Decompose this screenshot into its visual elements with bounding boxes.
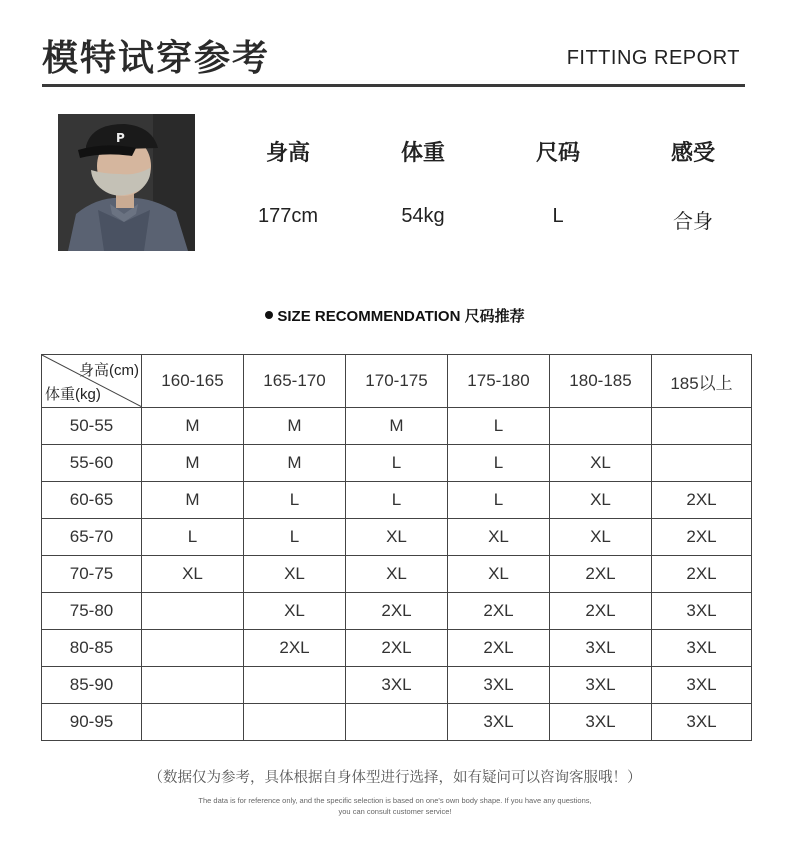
- size-cell: XL: [244, 556, 346, 593]
- table-row: [42, 408, 752, 445]
- weight-range-cell: 70-75: [42, 556, 142, 593]
- model-size-value: L: [552, 205, 564, 227]
- height-range-header: 180-185: [550, 355, 652, 408]
- table-row: [42, 482, 752, 519]
- model-weight-label: 体重: [400, 141, 445, 166]
- size-cell: 2XL: [448, 630, 550, 667]
- size-cell: XL: [550, 482, 652, 519]
- weight-range-cell: 75-80: [42, 593, 142, 630]
- size-cell: [244, 704, 346, 741]
- model-size-label: 尺码: [535, 141, 580, 166]
- size-cell: [142, 630, 244, 667]
- size-cell: M: [346, 408, 448, 445]
- svg-text:P: P: [116, 131, 125, 145]
- size-cell: 2XL: [244, 630, 346, 667]
- weight-range-cell: 85-90: [42, 667, 142, 704]
- size-cell: 3XL: [448, 667, 550, 704]
- corner-weight-label: 体重(kg): [45, 386, 101, 403]
- weight-range-cell: 65-70: [42, 519, 142, 556]
- size-cell: 2XL: [652, 556, 752, 593]
- disclaimer-en-line2: you can consult customer service!: [338, 807, 452, 816]
- table-row: [42, 667, 752, 704]
- height-range-header: 160-165: [142, 355, 244, 408]
- size-cell: L: [142, 519, 244, 556]
- size-cell: XL: [448, 556, 550, 593]
- weight-range-cell: 60-65: [42, 482, 142, 519]
- size-cell: 3XL: [550, 630, 652, 667]
- table-row: [42, 519, 752, 556]
- size-cell: 2XL: [652, 482, 752, 519]
- size-cell: 3XL: [448, 704, 550, 741]
- corner-height-label: 身高(cm): [79, 362, 139, 379]
- size-cell: 3XL: [346, 667, 448, 704]
- title-divider: [42, 84, 745, 87]
- size-cell: [652, 408, 752, 445]
- size-cell: XL: [550, 445, 652, 482]
- height-range-header: 175-180: [448, 355, 550, 408]
- model-fit-label: 感受: [670, 141, 715, 166]
- model-weight-value: 54kg: [401, 205, 445, 227]
- size-cell: M: [142, 482, 244, 519]
- bullet-icon: [265, 311, 273, 319]
- size-recommendation-title: SIZE RECOMMENDATION 尺码推荐: [277, 308, 525, 325]
- size-cell: 3XL: [652, 630, 752, 667]
- weight-range-cell: 50-55: [42, 408, 142, 445]
- size-cell: [550, 408, 652, 445]
- size-cell: XL: [142, 556, 244, 593]
- size-cell: [142, 704, 244, 741]
- weight-range-cell: 55-60: [42, 445, 142, 482]
- size-cell: XL: [244, 593, 346, 630]
- size-cell: M: [244, 408, 346, 445]
- page-title: 模特试穿参考: [42, 38, 271, 79]
- size-cell: 3XL: [550, 704, 652, 741]
- size-cell: M: [244, 445, 346, 482]
- disclaimer-en: [0, 795, 790, 817]
- size-cell: [142, 593, 244, 630]
- size-cell: L: [346, 482, 448, 519]
- size-cell: XL: [550, 519, 652, 556]
- height-range-header: 165-170: [244, 355, 346, 408]
- size-cell: 2XL: [652, 519, 752, 556]
- size-cell: XL: [448, 519, 550, 556]
- table-row: [42, 704, 752, 741]
- model-photo-illustration: [58, 114, 195, 251]
- model-photo: [58, 114, 195, 251]
- size-cell: L: [244, 482, 346, 519]
- size-cell: [346, 704, 448, 741]
- size-cell: L: [244, 519, 346, 556]
- table-header-row: [42, 355, 752, 408]
- weight-range-cell: 80-85: [42, 630, 142, 667]
- size-cell: 3XL: [550, 667, 652, 704]
- model-height-value: 177cm: [257, 205, 319, 227]
- size-cell: 2XL: [550, 556, 652, 593]
- size-cell: [244, 667, 346, 704]
- size-cell: M: [142, 408, 244, 445]
- disclaimer-cn: （数据仅为参考，具体根据自身体型进行选择，如有疑问可以咨询客服哦！）: [148, 770, 642, 786]
- size-chart-table: [41, 354, 752, 741]
- size-cell: L: [448, 408, 550, 445]
- size-cell: XL: [346, 556, 448, 593]
- height-range-header: 170-175: [346, 355, 448, 408]
- model-height-label: 身高: [265, 141, 310, 166]
- size-cell: 2XL: [448, 593, 550, 630]
- size-cell: L: [346, 445, 448, 482]
- size-cell: M: [142, 445, 244, 482]
- size-cell: 3XL: [652, 593, 752, 630]
- weight-range-cell: 90-95: [42, 704, 142, 741]
- table-row: [42, 630, 752, 667]
- size-cell: [652, 445, 752, 482]
- table-row: [42, 556, 752, 593]
- model-fit-value: 合身: [673, 209, 713, 233]
- table-body: [42, 408, 752, 741]
- size-cell: 3XL: [652, 667, 752, 704]
- size-cell: 2XL: [346, 593, 448, 630]
- page-subtitle: FITTING REPORT: [566, 47, 740, 69]
- table-row: [42, 445, 752, 482]
- size-cell: 3XL: [652, 704, 752, 741]
- table-corner-cell: [42, 355, 142, 408]
- size-cell: [142, 667, 244, 704]
- size-cell: L: [448, 482, 550, 519]
- size-cell: 2XL: [346, 630, 448, 667]
- size-cell: L: [448, 445, 550, 482]
- size-cell: XL: [346, 519, 448, 556]
- disclaimer-en-line1: The data is for reference only, and the specific selection is based on one's own body shape. If you have any questions,: [198, 796, 592, 805]
- size-recommendation-heading: [0, 305, 790, 326]
- size-cell: 2XL: [550, 593, 652, 630]
- height-range-header: 185以上: [652, 355, 752, 408]
- table-row: [42, 593, 752, 630]
